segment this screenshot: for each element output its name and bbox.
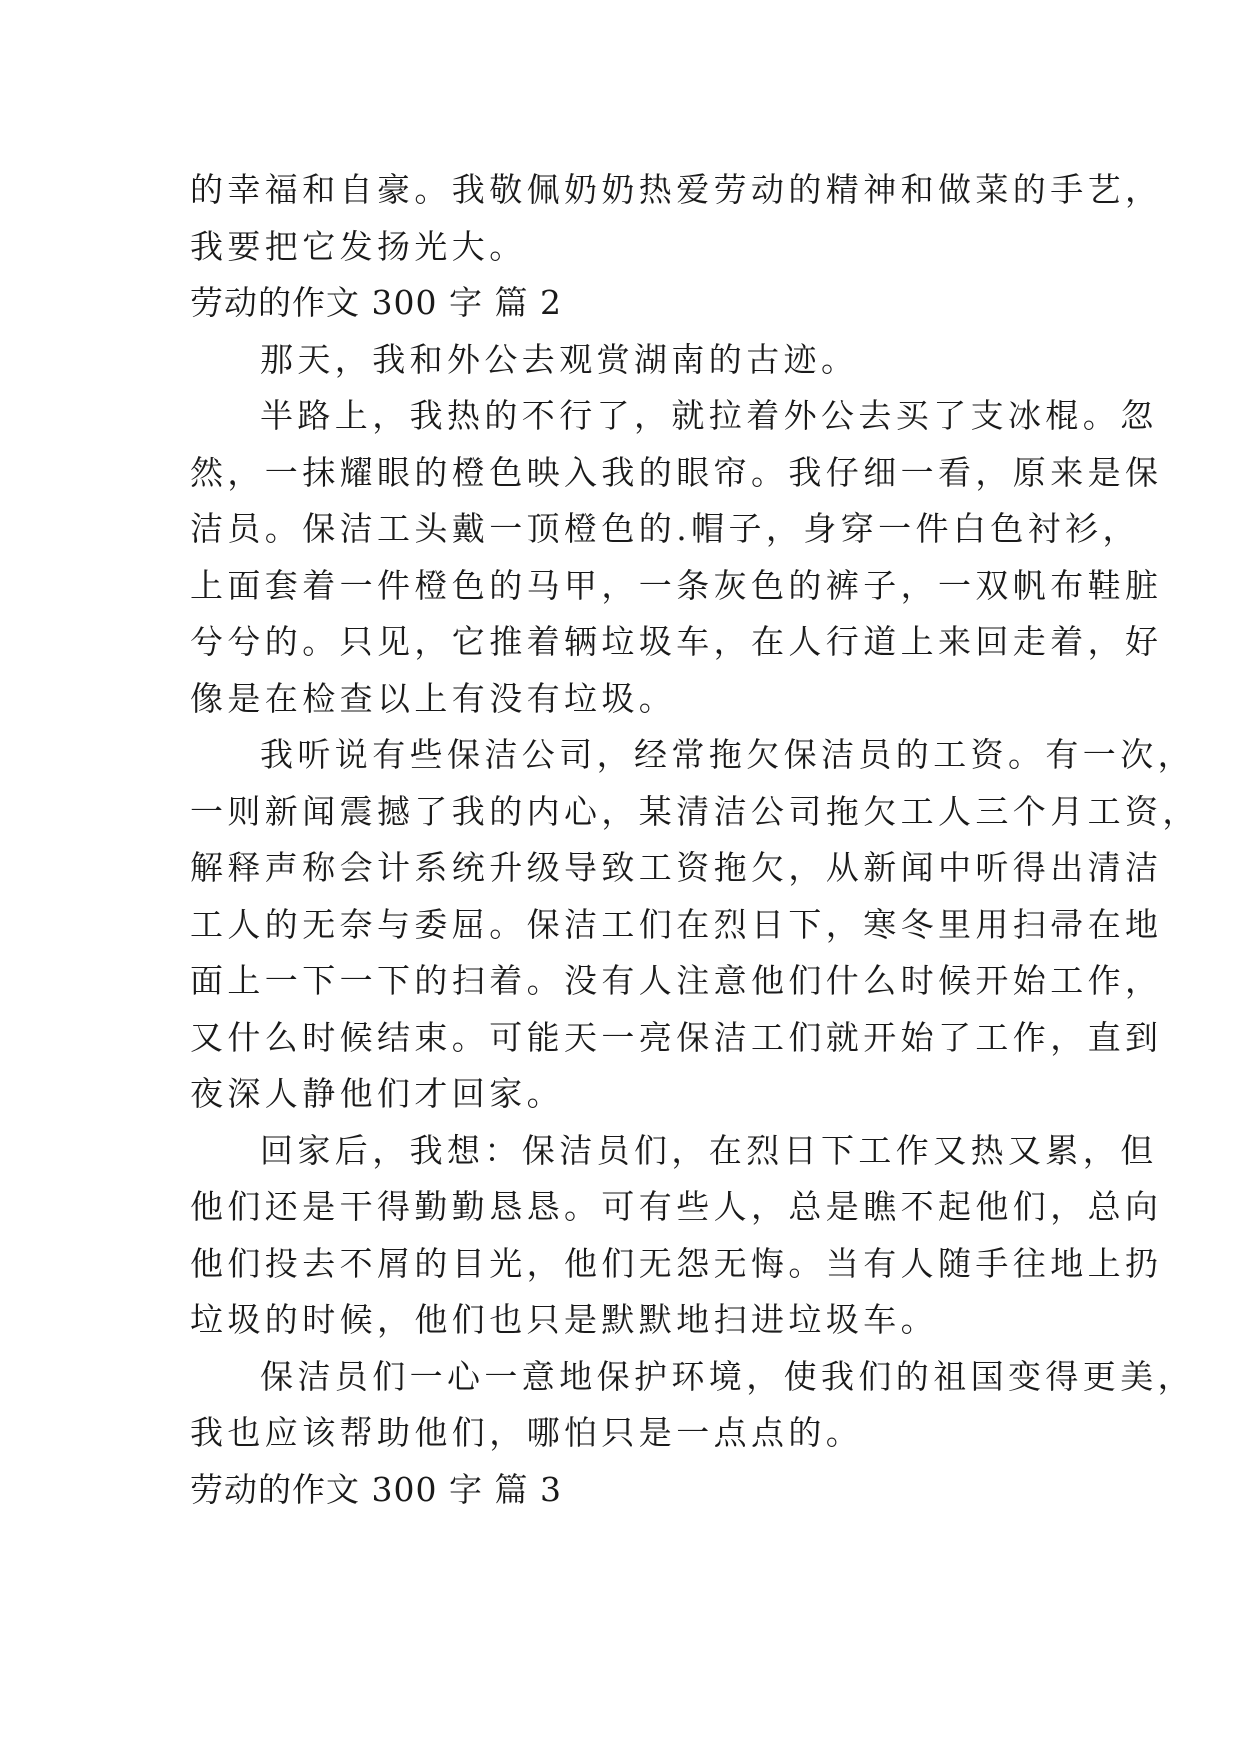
text-line: 上面套着一件橙色的马甲，一条灰色的裤子，一双帆布鞋脏 xyxy=(190,565,1163,605)
paragraph-first-line: 半路上，我热的不行了，就拉着外公去买了支冰棍。忽 xyxy=(260,396,1158,435)
text-line: 洁员。保洁工头戴一顶橙色的.帽子，身穿一件白色衬衫， xyxy=(190,509,1140,548)
text-line: 兮兮的。只见，它推着辆垃圾车，在人行道上来回走着，好 xyxy=(190,622,1163,661)
paragraph-first-line: 回家后，我想：保洁员们，在烈日下工作又热又累，但 xyxy=(260,1130,1158,1170)
text-line: 一则新闻震撼了我的内心，某清洁公司拖欠工人三个月工资， xyxy=(190,791,1200,831)
text-line: 他们投去不屑的目光，他们无怨无悔。当有人随手往地上扔 xyxy=(190,1243,1163,1283)
text-line: 他们还是干得勤勤恳恳。可有些人，总是瞧不起他们，总向 xyxy=(190,1187,1163,1226)
text-line: 垃圾的时候，他们也只是默默地扫进垃圾车。 xyxy=(190,1300,938,1339)
text-line: 又什么时候结束。可能天一亮保洁工们就开始了工作，直到 xyxy=(190,1017,1163,1057)
text-line: 像是在检查以上有没有垃圾。 xyxy=(190,678,677,718)
text-line: 然，一抹耀眼的橙色映入我的眼帘。我仔细一看，原来是保 xyxy=(190,452,1163,492)
paragraph-first-line: 我听说有些保洁公司，经常拖欠保洁员的工资。有一次， xyxy=(260,735,1195,774)
text-line: 解释声称会计系统升级导致工资拖欠，从新闻中听得出清洁 xyxy=(190,848,1163,887)
paragraph-first-line: 那天，我和外公去观赏湖南的古迹。 xyxy=(260,339,859,379)
document-body xyxy=(190,162,1200,1518)
text-line: 我也应该帮助他们，哪怕只是一点点的。 xyxy=(190,1413,864,1452)
text-line: 面上一下一下的扫着。没有人注意他们什么时候开始工作， xyxy=(190,961,1163,1000)
text-line: 夜深人静他们才回家。 xyxy=(190,1074,564,1113)
text-line: 工人的无奈与委屈。保洁工们在烈日下，寒冬里用扫帚在地 xyxy=(190,904,1163,944)
section-heading: 劳动的作文 300 字 篇 3 xyxy=(190,1469,562,1509)
text-line: 我要把它发扬光大。 xyxy=(190,226,527,266)
section-heading: 劳动的作文 300 字 篇 2 xyxy=(190,283,562,322)
text-line: 的幸福和自豪。我敬佩奶奶热爱劳动的精神和做菜的手艺， xyxy=(190,170,1163,209)
paragraph-first-line: 保洁员们一心一意地保护环境，使我们的祖国变得更美， xyxy=(260,1356,1195,1396)
